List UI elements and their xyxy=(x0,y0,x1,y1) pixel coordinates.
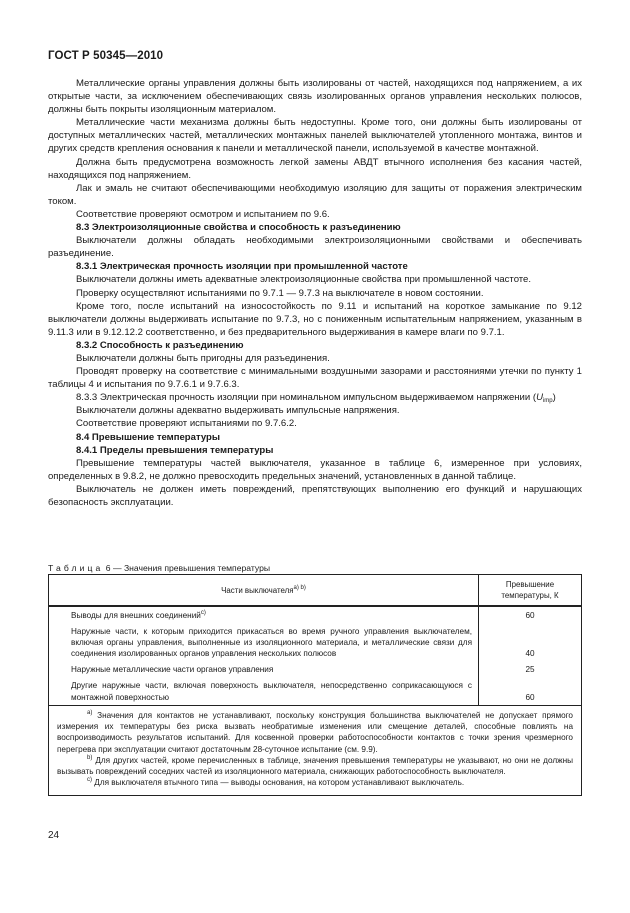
table-header-row xyxy=(49,575,582,607)
value-cell: 60 xyxy=(479,606,582,623)
part-cell xyxy=(49,661,479,677)
note-text: Значения для контактов не устанавливают, поскольку конструкция большинства выключателей не допускает прямого измерения их температуры без риска вызвать необратимые изменения или смещение деталей, способные повлиять на воспроизводимость результатов испытаний. Для косвенной проверки работоспособности контактов с точки зрения чрезмерного перегрева при эксплуатации считают достаточным 28-суточное испытание (см. 9.9). xyxy=(57,710,573,754)
paragraph-uimp: 8.3.3 Электрическая прочность изоляции при номинальном импульсном выдерживаемом напряжении $(U_{imp})$ xyxy=(76,392,556,405)
part-cell xyxy=(49,606,479,623)
paragraph: Лак и эмаль не считают обеспечивающими необходимую изоляцию для защиты от поражения электрическим током. xyxy=(48,182,582,207)
header-parts xyxy=(49,575,479,607)
table-caption xyxy=(48,563,270,573)
table-notes xyxy=(49,705,582,795)
uimp-symbol: U xyxy=(536,392,543,404)
section-heading: 8.4 Превышение температуры xyxy=(76,431,221,443)
part-text: Выводы для внешних соединений xyxy=(71,611,201,620)
table-row xyxy=(49,606,582,623)
note-mark: c) xyxy=(87,777,92,784)
paragraph: Превышение температуры частей выключателя, указанное в таблице 6, измеренное при условиях, определенных в 9.8.2, не должно превосходить предельных значений, установленных в данной таблице. xyxy=(48,457,582,482)
body-text xyxy=(48,77,582,509)
note-text: Для других частей, кроме перечисленных в таблице, значения превышения температуры не указывают, но они не должны вызывать повреждений соседних частей из изоляционного материала, снижающих работоспособность выключателя. xyxy=(57,755,573,777)
part-sup: c) xyxy=(200,610,206,616)
temperature-rise-table xyxy=(48,574,582,796)
section-heading: 8.3.1 Электрическая прочность изоляции при промышленной частоте xyxy=(76,261,408,273)
table-row xyxy=(49,677,582,705)
uimp-subscript: imp xyxy=(542,398,553,405)
section-heading: 8.3 Электроизоляционные свойства и способность к разъединению xyxy=(76,222,401,234)
paragraph: Выключатели должны быть пригодны для разъединения. xyxy=(76,352,330,364)
table-notes-row xyxy=(49,705,582,795)
paragraph: Проводят проверку на соответствие с минимальными воздушными зазорами и расстояниями утечки по пункту 1 таблицы 4 и испытания по 9.7.6.1 и 9.7.6.3. xyxy=(48,366,582,391)
part-text: Другие наружные части, включая поверхность выключателя, непосредственно соприкасающуюся с монтажной поверхностью xyxy=(71,681,472,702)
table-caption-word: Таблица xyxy=(48,563,104,573)
paragraph: Металлические органы управления должны быть изолированы от частей, находящихся под напряжением, а их открытые части, за исключением обеспечивающих связь изолированных органов управления нескольких полюсов, должны быть покрыты изоляционным материалом. xyxy=(48,78,582,116)
uimp-text: 8.3.3 Электрическая прочность изоляции при номинальном импульсном выдерживаемом напряжении xyxy=(76,392,531,404)
paragraph: Проверку осуществляют испытаниями по 9.7.1 — 9.7.3 на выключателе в новом состоянии. xyxy=(76,287,484,299)
paragraph: Металлические части механизма должны быть недоступны. Кроме того, они должны быть изолированы от доступных металлических частей, металлических монтажных панелей выключателей утопленного монтажа, винтов и других средств крепления основания к панели и металлической панели, используемой в качестве монтажной. xyxy=(48,117,582,155)
table-note xyxy=(57,755,573,778)
section-heading: 8.4.1 Пределы превышения температуры xyxy=(76,444,274,456)
table-row xyxy=(49,623,582,661)
value-cell: 25 xyxy=(479,661,582,677)
note-mark: а) xyxy=(87,709,93,716)
value-cell: 60 xyxy=(479,677,582,705)
paragraph: Кроме того, после испытаний на износостойкость по 9.11 и испытаний на короткое замыкание по 9.12 выключатели должны выдерживать испытание по 9.7.3, но с пониженным испытательным напряжением, указанным в 9.11.3 или в 9.12.12.2 соответственно, и без предварительного выдерживания в камере влаги по 9.7.1. xyxy=(48,300,582,338)
header-rise: Превышение температуры, К xyxy=(479,575,582,607)
table-note xyxy=(57,710,573,755)
paragraph: Выключатели должны обладать необходимыми электроизоляционными свойствами и обеспечивать разъединение. xyxy=(48,235,582,260)
note-mark: b) xyxy=(87,754,93,761)
header-parts-sup: а) b) xyxy=(293,584,306,591)
part-cell xyxy=(49,677,479,705)
paragraph: Соответствие проверяют осмотром и испытанием по 9.6. xyxy=(76,208,330,220)
table-note xyxy=(57,777,573,788)
paragraph: Выключатели должны адекватно выдерживать импульсные напряжения. xyxy=(76,405,400,417)
paragraph: Выключатели должны иметь адекватные электроизоляционные свойства при промышленной частоте. xyxy=(76,274,532,286)
part-cell xyxy=(49,623,479,661)
part-text: Наружные части, к которым приходится прикасаться во время ручного управления выключателем, включая органы управления, выполненные из изоляционного материала, и металлические связи для соединения изолированных органов управления нескольких полюсов xyxy=(71,627,472,659)
header-parts-label: Части выключателя xyxy=(221,585,294,595)
standard-header: ГОСТ Р 50345—2010 xyxy=(48,50,164,62)
paragraph: Соответствие проверяют испытаниями по 9.7.6.2. xyxy=(76,418,297,430)
table-caption-text: 6 — Значения превышения температуры xyxy=(103,563,271,573)
value-cell: 40 xyxy=(479,623,582,661)
section-heading: 8.3.2 Способность к разъединению xyxy=(76,339,244,351)
paragraph: Должна быть предусмотрена возможность легкой замены АВДТ втычного исполнения без касания частей, находящихся под напряжением. xyxy=(48,156,582,181)
page-number: 24 xyxy=(48,830,60,841)
table-row xyxy=(49,661,582,677)
part-text: Наружные металлические части органов управления xyxy=(71,665,274,675)
paragraph: Выключатель не должен иметь повреждений, препятствующих выполнению его функций и нарушающих безопасность эксплуатации. xyxy=(48,483,582,508)
note-text: Для выключателя втычного типа — выводы основания, на котором устанавливают выключатель. xyxy=(94,778,465,788)
